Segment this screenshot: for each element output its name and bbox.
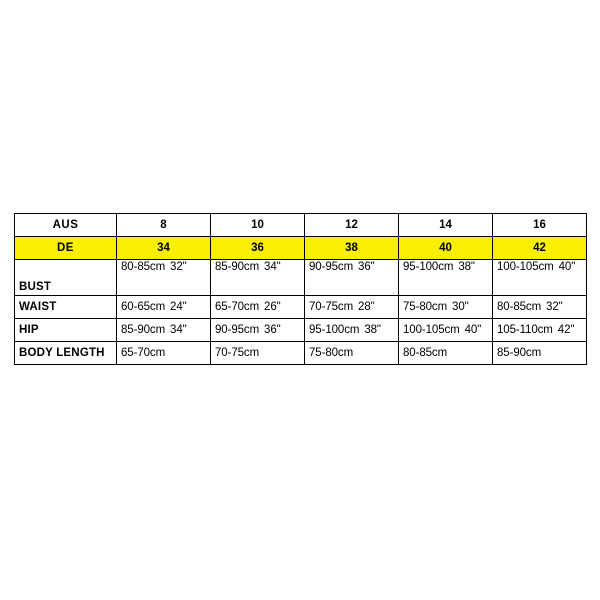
body-length-cm-5: 85-90cm — [497, 347, 542, 359]
hip-in-1: 34" — [170, 324, 187, 336]
hip-in-2: 36" — [264, 324, 281, 336]
waist-cell-1 — [117, 296, 211, 319]
bust-cm-1: 80-85cm — [121, 261, 166, 273]
bust-in-2: 34" — [264, 261, 281, 273]
waist-in-2: 26" — [264, 301, 281, 313]
aus-size-5: 16 — [493, 214, 587, 237]
body-length-cell-1 — [117, 342, 211, 365]
bust-in-3: 36" — [358, 261, 375, 273]
bust-in-4: 38" — [458, 261, 475, 273]
size-chart-body — [15, 214, 587, 365]
table-row-de — [15, 237, 587, 260]
hip-cell-3 — [305, 319, 399, 342]
bust-cell-4 — [399, 260, 493, 296]
hip-cm-4: 100-105cm — [403, 324, 460, 336]
row-label-waist: WAIST — [15, 296, 117, 319]
table-row-aus — [15, 214, 587, 237]
bust-in-5: 40" — [558, 261, 576, 273]
waist-cell-4 — [399, 296, 493, 319]
de-size-2: 36 — [211, 237, 305, 260]
bust-cell-3 — [305, 260, 399, 296]
body-length-cell-3 — [305, 342, 399, 365]
row-label-aus: AUS — [15, 214, 117, 237]
hip-cm-3: 95-100cm — [309, 324, 360, 336]
row-label-bust: BUST — [15, 260, 117, 296]
aus-size-4: 14 — [399, 214, 493, 237]
body-length-cm-3: 75-80cm — [309, 347, 354, 359]
de-size-4: 40 — [399, 237, 493, 260]
waist-cell-2 — [211, 296, 305, 319]
waist-in-3: 28" — [358, 301, 375, 313]
body-length-cell-5 — [493, 342, 587, 365]
bust-cell-2 — [211, 260, 305, 296]
size-chart-container — [14, 213, 586, 365]
aus-size-2: 10 — [211, 214, 305, 237]
waist-cell-5 — [493, 296, 587, 319]
bust-cell-5 — [493, 260, 587, 296]
waist-cm-4: 75-80cm — [403, 301, 448, 313]
table-row-hip — [15, 319, 587, 342]
body-length-cm-1: 65-70cm — [121, 347, 166, 359]
hip-cm-1: 85-90cm — [121, 324, 166, 336]
row-label-hip: HIP — [15, 319, 117, 342]
table-row-waist — [15, 296, 587, 319]
table-row-body-length — [15, 342, 587, 365]
hip-cell-4 — [399, 319, 493, 342]
bust-cell-1 — [117, 260, 211, 296]
hip-cell-5 — [493, 319, 587, 342]
body-length-cm-2: 70-75cm — [215, 347, 260, 359]
body-length-cell-4 — [399, 342, 493, 365]
hip-in-5: 42" — [557, 324, 575, 336]
body-length-cell-2 — [211, 342, 305, 365]
aus-size-3: 12 — [305, 214, 399, 237]
bust-cm-2: 85-90cm — [215, 261, 260, 273]
hip-in-3: 38" — [364, 324, 381, 336]
size-chart-table — [14, 213, 587, 365]
aus-size-1: 8 — [117, 214, 211, 237]
hip-cell-2 — [211, 319, 305, 342]
waist-cm-2: 65-70cm — [215, 301, 260, 313]
row-label-de: DE — [15, 237, 117, 260]
hip-in-4: 40" — [464, 324, 482, 336]
de-size-5: 42 — [493, 237, 587, 260]
bust-cm-5: 100-105cm — [497, 261, 554, 273]
waist-cm-3: 70-75cm — [309, 301, 354, 313]
waist-in-4: 30" — [452, 301, 469, 313]
row-label-body-length: BODY LENGTH — [15, 342, 117, 365]
hip-cm-5: 105-110cm — [497, 324, 553, 336]
bust-in-1: 32" — [170, 261, 187, 273]
hip-cell-1 — [117, 319, 211, 342]
bust-cm-4: 95-100cm — [403, 261, 454, 273]
de-size-3: 38 — [305, 237, 399, 260]
body-length-cm-4: 80-85cm — [403, 347, 448, 359]
table-row-bust — [15, 260, 587, 296]
bust-cm-3: 90-95cm — [309, 261, 354, 273]
waist-cm-5: 80-85cm — [497, 301, 542, 313]
hip-cm-2: 90-95cm — [215, 324, 260, 336]
waist-cm-1: 60-65cm — [121, 301, 166, 313]
waist-in-1: 24" — [170, 301, 187, 313]
de-size-1: 34 — [117, 237, 211, 260]
waist-cell-3 — [305, 296, 399, 319]
waist-in-5: 32" — [546, 301, 563, 313]
